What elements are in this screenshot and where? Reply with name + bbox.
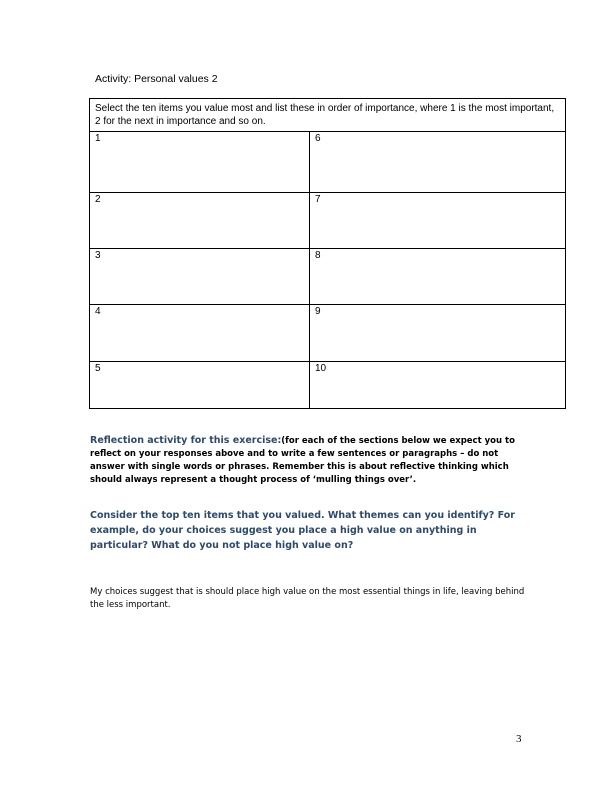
value-cell-8[interactable]: 8	[315, 250, 321, 261]
table-row	[90, 362, 565, 408]
value-cell-4[interactable]: 4	[90, 305, 310, 361]
values-table	[89, 98, 566, 409]
value-cell-3[interactable]: 3	[90, 249, 310, 304]
value-cell-10[interactable]: 10	[315, 363, 327, 374]
reflection-question: Consider the top ten items that you valued. What themes can you identify? For example, do your choices suggest you place a high value on anything in particular? What do you not place high value on?	[90, 510, 515, 551]
value-cell-7[interactable]: 7	[315, 194, 321, 205]
value-cell-1[interactable]: 1	[90, 132, 310, 192]
values-grid	[90, 132, 565, 408]
table-instructions: Select the ten items you value most and list these in order of importance, where 1 is the most important, 2 for the next in importance and so on.	[90, 99, 565, 132]
reflection-instructions	[90, 434, 530, 487]
reflection-answer[interactable]: My choices suggest that is should place high value on the most essential things in life, leaving behind the less important.	[90, 587, 525, 610]
table-row	[90, 305, 565, 362]
value-cell-2[interactable]: 2	[90, 193, 310, 248]
reflection-lead: Reflection activity for this exercise:	[90, 435, 282, 446]
table-row	[90, 249, 565, 305]
reflection-body: (for each of the sections below we expect you to reflect on your responses above and to write a few sentences or paragraphs – do not answer with single words or phrases. Remember this is about reflective thinking which should always represent a thought process of ‘mulling things over’.	[90, 436, 515, 485]
page-number: 3	[516, 733, 522, 745]
table-row	[90, 132, 565, 193]
value-cell-9[interactable]: 9	[315, 306, 321, 317]
value-cell-6[interactable]: 6	[315, 133, 321, 144]
table-row	[90, 193, 565, 249]
activity-title: Activity: Personal values 2	[95, 73, 218, 85]
value-cell-5[interactable]: 5	[90, 362, 310, 408]
